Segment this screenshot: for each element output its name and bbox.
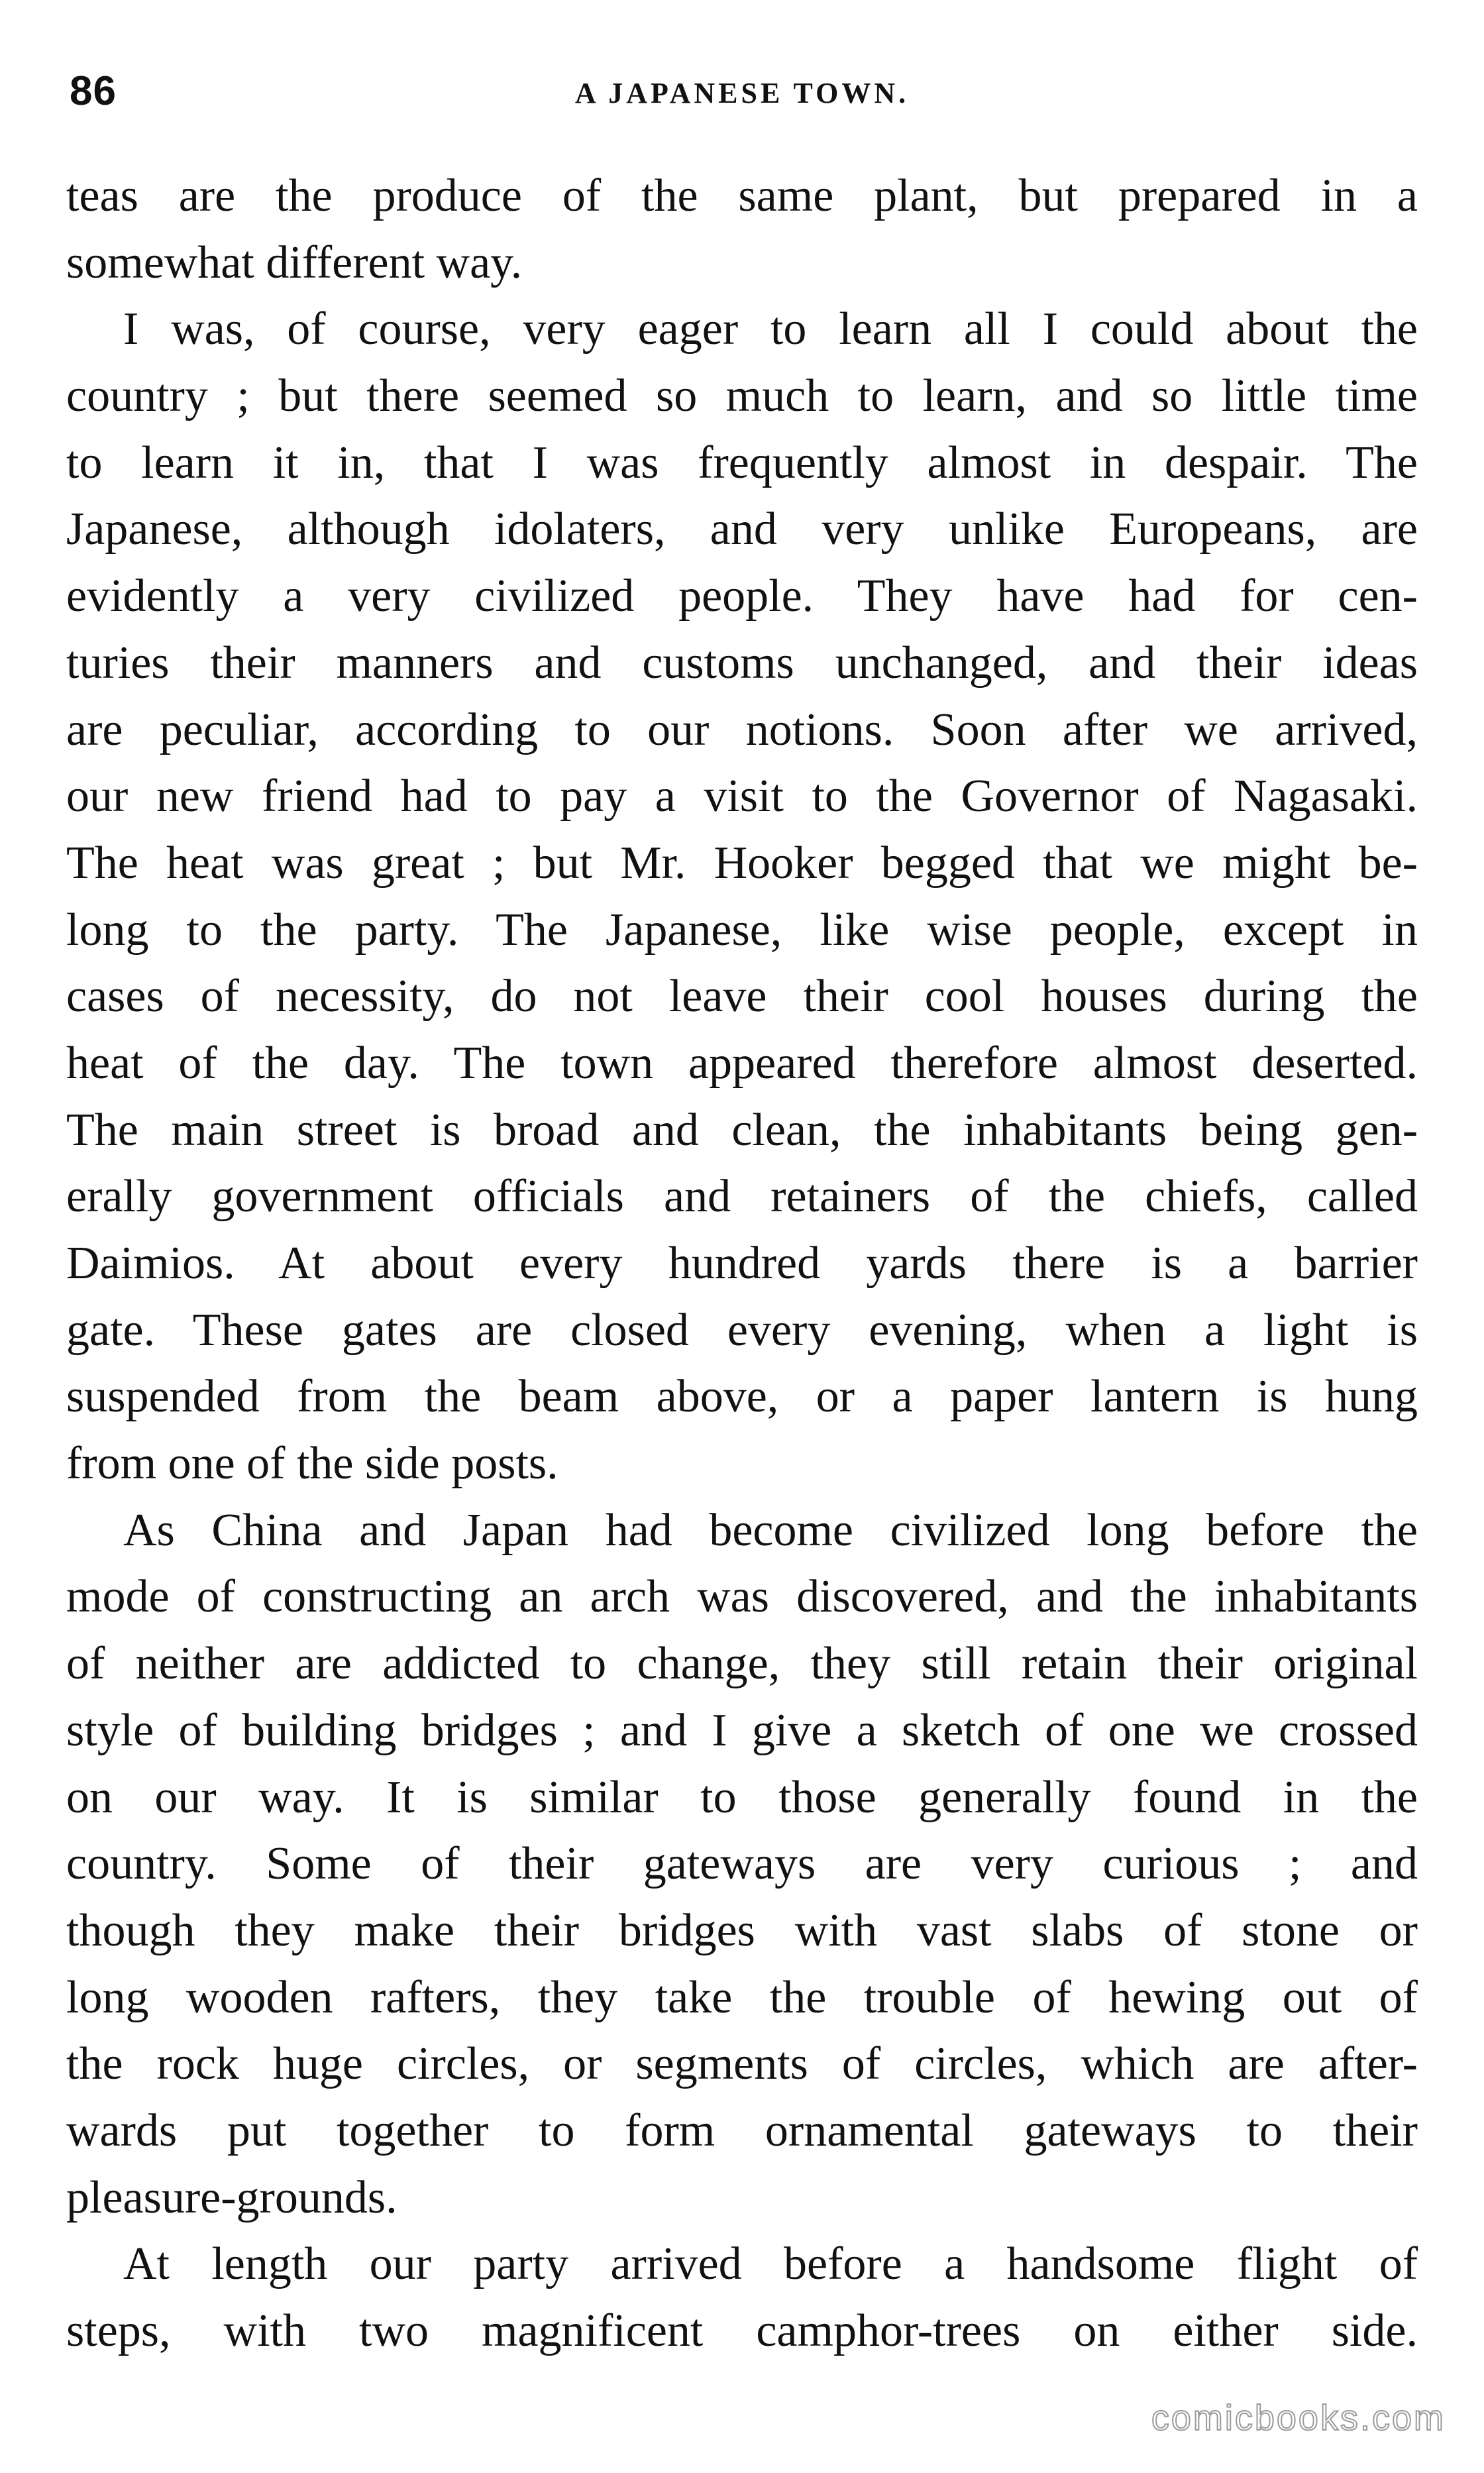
paragraph-4	[66, 2231, 1418, 2364]
text-line: to learn it in, that I was frequently almost in despair. The	[66, 437, 1418, 488]
page-header	[70, 65, 1414, 125]
text-line: country ; but there seemed so much to learn, and so little time	[66, 370, 1418, 422]
text-line: style of building bridges ; and I give a sketch of one we crossed	[66, 1704, 1418, 1756]
paragraph-2	[66, 296, 1418, 1497]
text-line: wards put together to form ornamental gateways to their	[66, 2105, 1418, 2156]
paragraph-1	[66, 163, 1418, 296]
text-line: pleasure-grounds.	[66, 2171, 398, 2223]
text-line: turies their manners and customs unchanged, and their ideas	[66, 637, 1418, 688]
text-line: As China and Japan had become civilized long before the	[123, 1504, 1418, 1556]
text-line: of neither are addicted to change, they still retain their original	[66, 1638, 1418, 1690]
page-number: 86	[70, 68, 117, 114]
text-line: on our way. It is similar to those generally found in the	[66, 1771, 1418, 1823]
text-line: from one of the side posts.	[66, 1438, 558, 1490]
text-line: suspended from the beam above, or a paper lantern is hung	[66, 1371, 1418, 1423]
watermark-text: comicbooks.com	[1151, 2398, 1446, 2438]
paragraph-3	[66, 1498, 1418, 2232]
text-line: heat of the day. The town appeared therefore almost deserted.	[66, 1037, 1418, 1089]
text-line: teas are the produce of the same plant, but prepared in a	[66, 170, 1418, 221]
text-line: The heat was great ; but Mr. Hooker begged that we might be-	[66, 837, 1418, 889]
text-line: mode of constructing an arch was discovered, and the inhabitants	[66, 1571, 1418, 1623]
text-line: long to the party. The Japanese, like wise people, except in	[66, 904, 1418, 956]
text-line: the rock huge circles, or segments of circles, which are after-	[66, 2038, 1418, 2090]
text-line: The main street is broad and clean, the inhabitants being gen-	[66, 1104, 1418, 1156]
text-line: evidently a very civilized people. They have had for cen-	[66, 571, 1418, 622]
text-line: cases of necessity, do not leave their cool houses during the	[66, 971, 1418, 1022]
text-line: somewhat different way.	[66, 237, 523, 288]
text-line: are peculiar, according to our notions. Soon after we arrived,	[66, 704, 1418, 755]
body-text	[66, 163, 1418, 2365]
text-line: steps, with two magnificent camphor-trees on either side.	[66, 2305, 1418, 2356]
text-line: I was, of course, very eager to learn all I could about the	[123, 303, 1418, 355]
text-line: gate. These gates are closed every evening, when a light is	[66, 1304, 1418, 1356]
text-line: long wooden rafters, they take the trouble of hewing out of	[66, 1971, 1418, 2023]
text-line: our new friend had to pay a visit to the Governor of Nagasaki.	[66, 771, 1418, 822]
text-line: though they make their bridges with vast slabs of stone or	[66, 1904, 1418, 1956]
text-line: Japanese, although idolaters, and very unlike Europeans, are	[66, 504, 1418, 555]
text-line: Daimios. At about every hundred yards there is a barrier	[66, 1238, 1418, 1289]
text-line: erally government officials and retainers of the chiefs, called	[66, 1171, 1418, 1223]
text-line: At length our party arrived before a handsome flight of	[123, 2238, 1418, 2290]
text-line: country. Some of their gateways are very curious ; and	[66, 1838, 1418, 1890]
running-head: A JAPANESE TOWN.	[574, 77, 910, 109]
